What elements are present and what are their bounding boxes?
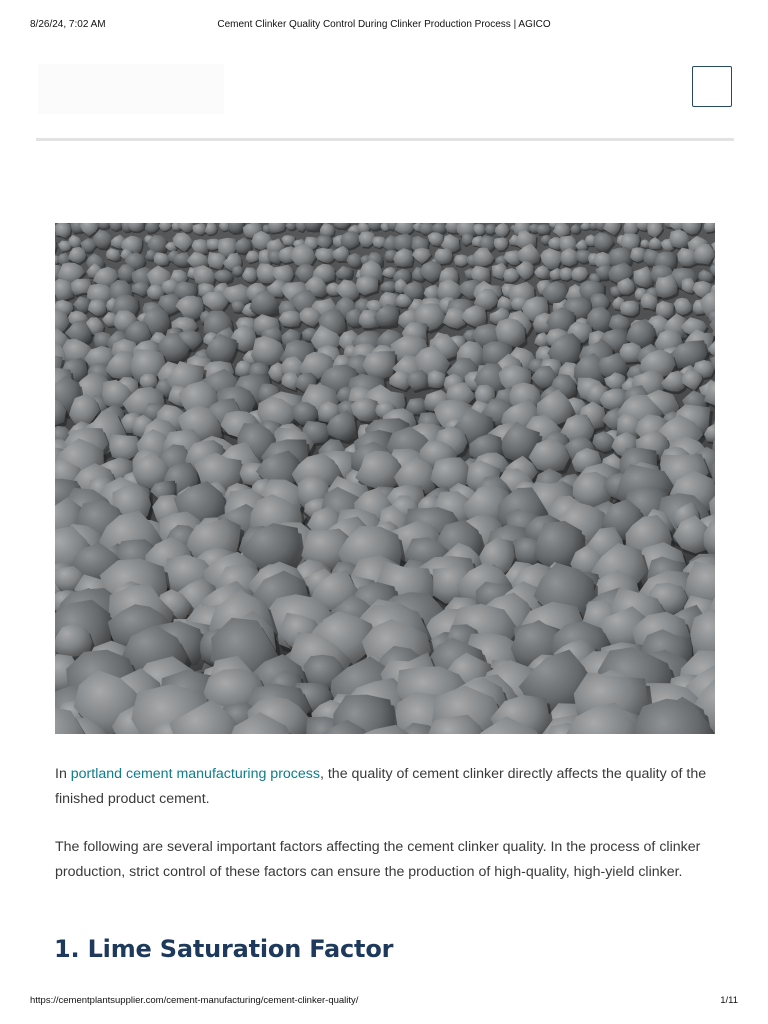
header-divider bbox=[36, 138, 734, 141]
print-header bbox=[0, 19, 768, 33]
print-url: https://cementplantsupplier.com/cement-manufacturing/cement-clinker-quality/ bbox=[30, 995, 359, 1006]
factors-paragraph: The following are several important factors affecting the cement clinker quality. In the process of clinker production, strict control of these factors can ensure the production of high-quality, high-yield clinker. bbox=[55, 839, 701, 880]
menu-toggle-button[interactable] bbox=[692, 66, 732, 107]
clinker-photo bbox=[55, 223, 715, 734]
site-logo[interactable] bbox=[38, 64, 224, 114]
article-body bbox=[55, 762, 717, 908]
print-footer bbox=[0, 995, 768, 1009]
print-document-title: Cement Clinker Quality Control During Clinker Production Process | AGICO bbox=[217, 19, 551, 30]
hero-image bbox=[55, 223, 715, 734]
section-heading-lime-saturation: 1. Lime Saturation Factor bbox=[54, 935, 394, 963]
print-datetime: 8/26/24, 7:02 AM bbox=[30, 19, 106, 30]
print-page-number: 1/11 bbox=[720, 995, 738, 1006]
site-header bbox=[36, 56, 734, 140]
intro-suffix: , the quality of cement clinker directly affects the quality of the finished product cement. bbox=[55, 766, 707, 807]
intro-prefix: In bbox=[55, 766, 71, 782]
intro-paragraph bbox=[55, 762, 717, 812]
portland-cement-process-link[interactable]: portland cement manufacturing process bbox=[70, 766, 320, 782]
